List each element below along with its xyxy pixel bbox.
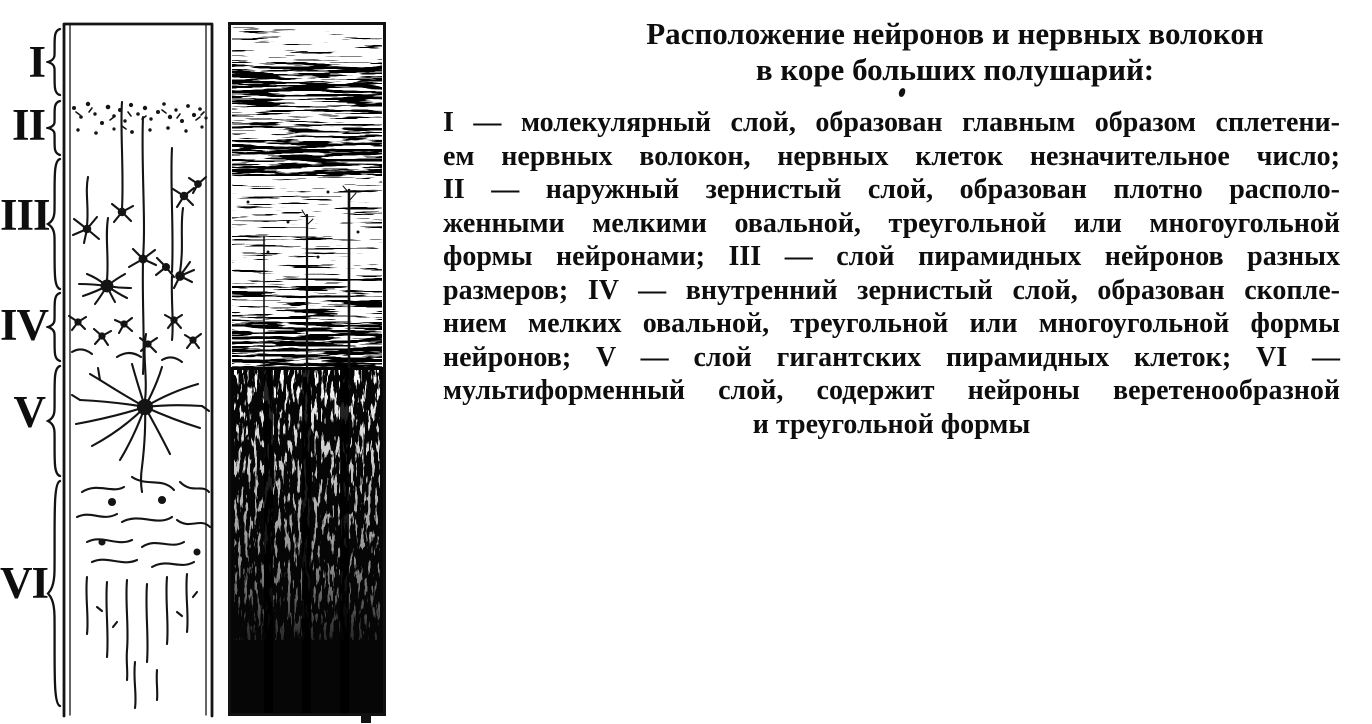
cortex-layers-figure [0, 0, 400, 724]
scan-artifact [898, 87, 906, 97]
figure-title [545, 16, 1365, 88]
figure-title-line-2: в коре больших полушарий: [755, 52, 1155, 87]
brace-iv [48, 293, 60, 361]
figure-caption [443, 106, 1340, 441]
layer-ii-cell-processes [76, 108, 204, 129]
layer-vi-fusiform-strands [86, 574, 197, 708]
layer-numeral-iii: III [0, 190, 50, 240]
caption-line: мультиформенный слой, содержит нейроны веретенообразной [443, 375, 1340, 406]
panel-border [64, 24, 212, 716]
layer-numeral-v: V [13, 387, 45, 437]
fibers-panel [228, 22, 386, 718]
layer-numeral-i: I [28, 37, 45, 87]
caption-line: размеров; IV — внутренний зернистый слой, образован скопле- [443, 274, 1340, 306]
caption-line: женными мелкими овальной, треугольной или многоугольной [443, 207, 1340, 239]
layer-numeral-vi: VI [0, 558, 49, 608]
caption-line: II — наружный зернистый слой, образован плотно располо- [443, 174, 1340, 205]
brace-vi [48, 481, 60, 706]
layer-iii-pyramidal-neurons [73, 177, 206, 304]
brace-v [48, 366, 60, 476]
brace-iii [48, 159, 60, 289]
caption-line: формы нейронами; III — слой пирамидных нейронов разных [443, 241, 1340, 272]
fiber-texture-bands [231, 27, 383, 715]
caption-line: и треугольной формы [752, 408, 1031, 440]
layer-numeral-iv: IV [0, 300, 49, 350]
layer-vi-dendritic-web [77, 477, 210, 567]
neurons-panel [62, 22, 215, 718]
layer-ii-granule-cells [72, 102, 208, 135]
caption-line: ем нервных волокон, нервных клеток незначительное число; [443, 140, 1340, 172]
caption-line: нием мелких овальной, треугольной или многоугольной формы [443, 308, 1340, 339]
layer-numeral-ii: II [11, 100, 45, 150]
panel-bottom-tick [361, 715, 371, 723]
caption-line: нейронов; V — слой гигантских пирамидных клеток; VI — [443, 341, 1340, 373]
brace-ii [48, 101, 60, 155]
figure-title-line-1: Расположение нейронов и нервных волокон [646, 16, 1264, 51]
brace-i [48, 29, 60, 95]
layer-iv-stellate-neurons [69, 315, 201, 362]
caption-line: I — молекулярный слой, образован главным образом сплетени- [443, 107, 1340, 138]
